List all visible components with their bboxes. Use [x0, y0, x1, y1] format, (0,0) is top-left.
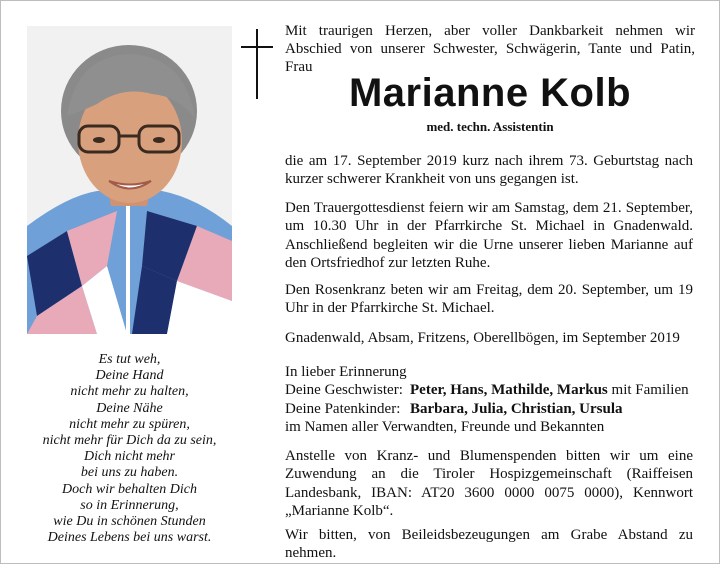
poem-line: Es tut weh, [98, 352, 161, 367]
remembrance-block [285, 363, 695, 436]
siblings-row [285, 381, 695, 399]
poem-line: Doch wir behalten Dich [62, 481, 197, 497]
donation-notice: Anstelle von Kranz- und Blumenspenden bitten wir um eine Zuwendung an die Tiroler Hospizgemeinschaft (Raiffeisen Landesbank, IBAN: AT20 3600 0000 0075 0000), Kennwort „Marianne Kolb“. [285, 448, 693, 519]
godchildren-row [285, 400, 695, 418]
poem-line: nicht mehr für Dich da zu sein, [42, 433, 217, 449]
poem-line: Deines Lebens bei uns warst. [47, 530, 212, 546]
poem-line: so in Erinnerung, [80, 497, 179, 513]
siblings-suffix: mit Familien [611, 382, 689, 399]
place-date: Gnadenwald, Absam, Fritzens, Oberellbögen, im September 2019 [285, 330, 680, 346]
godchildren-label: Deine Patenkinder: [285, 400, 401, 417]
remembrance-heading: In lieber Erinnerung [285, 364, 407, 380]
poem-line: Deine Hand [95, 368, 164, 384]
poem-line: bei uns zu haben. [80, 465, 179, 481]
poem-line: Dich nicht mehr [84, 449, 175, 465]
portrait-illustration [27, 26, 232, 334]
poem-line: Deine Nähe [96, 400, 163, 416]
portrait-photo [27, 26, 232, 334]
poem-line: nicht mehr zu spüren, [69, 416, 190, 432]
poem-line: wie Du in schönen Stunden [53, 514, 206, 530]
intro-text: Mit traurigen Herzen, aber voller Dankbarkeit nehmen wir Abschied von unserer Schwester, Schwägerin, Tante und Patin, Frau [285, 23, 695, 75]
siblings-label: Deine Geschwister: [285, 382, 403, 399]
poem [27, 352, 232, 546]
cross-icon [241, 29, 273, 99]
godchildren-names: Barbara, Julia, Christian, Ursula [410, 400, 623, 417]
condolence-request: Wir bitten, von Beileidsbezeugungen am Grabe Abstand zu nehmen. [285, 527, 693, 562]
siblings-names: Peter, Hans, Mathilde, Markus [410, 382, 608, 399]
deceased-name: Marianne Kolb [348, 71, 632, 115]
rosary-notice: Den Rosenkranz beten wir am Freitag, dem 20. September, um 19 Uhr in der Pfarrkirche St. Michael. [285, 282, 693, 317]
poem-line: nicht mehr zu halten, [70, 384, 189, 400]
profession: med. techn. Assistentin [426, 119, 554, 134]
service-notice: Den Trauergottesdienst feiern wir am Samstag, dem 21. September, um 10.30 Uhr in der Pfarrkirche St. Michael in Gnadenwald. Anschließend begleiten wir die Urne unserer lieben Marianne auf den Ortsfriedhof zur letzten Ruhe. [285, 200, 693, 271]
relatives-line: im Namen aller Verwandten, Freunde und Bekannten [285, 418, 605, 435]
death-notice: die am 17. September 2019 kurz nach ihrem 73. Geburtstag nach kurzer schwerer Krankheit von uns gegangen ist. [285, 153, 693, 188]
